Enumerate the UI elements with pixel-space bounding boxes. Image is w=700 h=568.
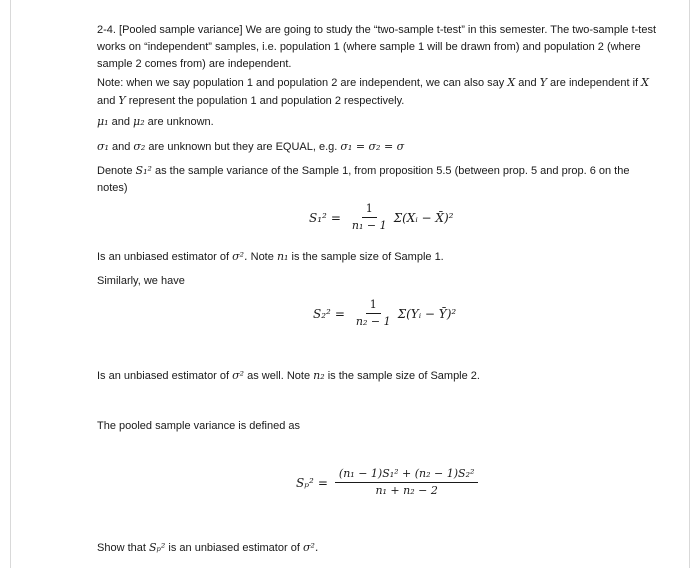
pooled-definition-line: The pooled sample variance is defined as	[97, 420, 301, 432]
symbol-sigma-squared-3: σ².	[302, 541, 319, 554]
unbiased1-text-3: is the sample size of Sample 1.	[291, 251, 444, 263]
sigma-line	[97, 138, 657, 156]
eq2-lhs: S₂²	[313, 306, 331, 321]
symbol-sigma2: σ₂	[133, 140, 146, 153]
eq3-fraction	[335, 467, 479, 498]
symbol-sigma1: σ₁	[97, 140, 109, 153]
document-page	[10, 0, 690, 568]
eq3-denominator: n₁ + n₂ − 2	[375, 484, 438, 497]
eq3-lhs: Sₚ²	[296, 475, 314, 490]
eq1-equals: =	[330, 210, 341, 225]
note-text-2: are independent if	[550, 77, 639, 89]
sigma-equality: σ₁ = σ₂ = σ	[340, 140, 405, 153]
unbiased-2-line	[97, 367, 657, 385]
show-line	[97, 539, 657, 557]
equation-s2-squared	[313, 298, 456, 329]
eq3-numerator: (n₁ − 1)S₁² + (n₂ − 1)S₂²	[335, 467, 479, 483]
unbiased2-text-3: is the sample size of Sample 2.	[327, 370, 480, 382]
eq2-numerator: 1	[366, 298, 381, 314]
denote-paragraph	[97, 162, 657, 197]
symbol-x: X	[507, 76, 516, 89]
eq2-equals: =	[334, 306, 345, 321]
symbol-n1: n₁	[276, 250, 289, 263]
denote-text-2: as the sample variance of the Sample 1, from proposition 5.5 (between prop. 5 and prop. 6 on the notes)	[97, 165, 630, 194]
intro-text: We are going to study the “two-sample t-test” in this semester. The two-sample t-test works on “independent” samples, i.e. population 1 (where sample 1 will be drawn from) and population 2 (where sample 2 comes from) are independent.	[97, 24, 657, 70]
mu-and: and	[111, 116, 130, 128]
eq2-sum: Σ(Yᵢ − Ȳ)²	[397, 306, 457, 321]
equation-pooled-variance	[296, 467, 481, 498]
eq1-denominator: n₁ − 1	[351, 219, 387, 232]
symbol-y-2: Y	[118, 94, 126, 107]
note-and-2: and	[97, 95, 116, 107]
show-text-1: Show that	[97, 542, 146, 554]
eq1-sum: Σ(Xᵢ − X̄)²	[393, 210, 454, 225]
intro-paragraph	[97, 22, 657, 73]
note-paragraph	[97, 74, 657, 110]
sigma-and: and	[111, 141, 131, 153]
eq1-fraction	[348, 202, 391, 233]
mu-line	[97, 113, 657, 131]
note-and-1: and	[518, 77, 537, 89]
denote-text-1: Denote	[97, 165, 133, 177]
eq1-numerator: 1	[362, 202, 377, 218]
note-text-3: represent the population 1 and population 2 respectively.	[128, 95, 405, 107]
unbiased1-text-2: Note	[250, 251, 274, 263]
sigma-rest: are unknown but they are EQUAL, e.g.	[148, 141, 338, 153]
show-text-2: is an unbiased estimator of	[168, 542, 300, 554]
mu-rest: are unknown.	[147, 116, 214, 128]
problem-label: 2-4. [Pooled sample variance]	[97, 24, 243, 36]
symbol-sp-squared: Sₚ²	[148, 541, 166, 554]
eq2-fraction	[352, 298, 395, 329]
eq2-denominator: n₂ − 1	[355, 315, 391, 328]
symbol-y: Y	[539, 76, 547, 89]
eq1-lhs: S₁²	[309, 210, 327, 225]
symbol-n2: n₂	[313, 369, 325, 382]
eq3-equals: =	[317, 475, 328, 490]
symbol-sigma-squared-2: σ²	[232, 369, 245, 382]
symbol-s1-squared: S₁²	[135, 164, 152, 177]
unbiased2-text-2: as well. Note	[247, 370, 311, 382]
equation-s1-squared	[309, 202, 453, 233]
symbol-x-2: X	[641, 76, 649, 89]
unbiased2-text-1: Is an unbiased estimator of	[97, 370, 230, 382]
note-text-1: Note: when we say population 1 and population 2 are independent, we can also say	[97, 77, 505, 89]
symbol-mu2: μ₂	[133, 115, 145, 128]
unbiased-1-line	[97, 248, 657, 266]
similarly-line: Similarly, we have	[97, 275, 185, 287]
symbol-mu1: μ₁	[97, 115, 109, 128]
unbiased1-text-1: Is an unbiased estimator of	[97, 251, 230, 263]
symbol-sigma-squared: σ².	[232, 250, 248, 263]
